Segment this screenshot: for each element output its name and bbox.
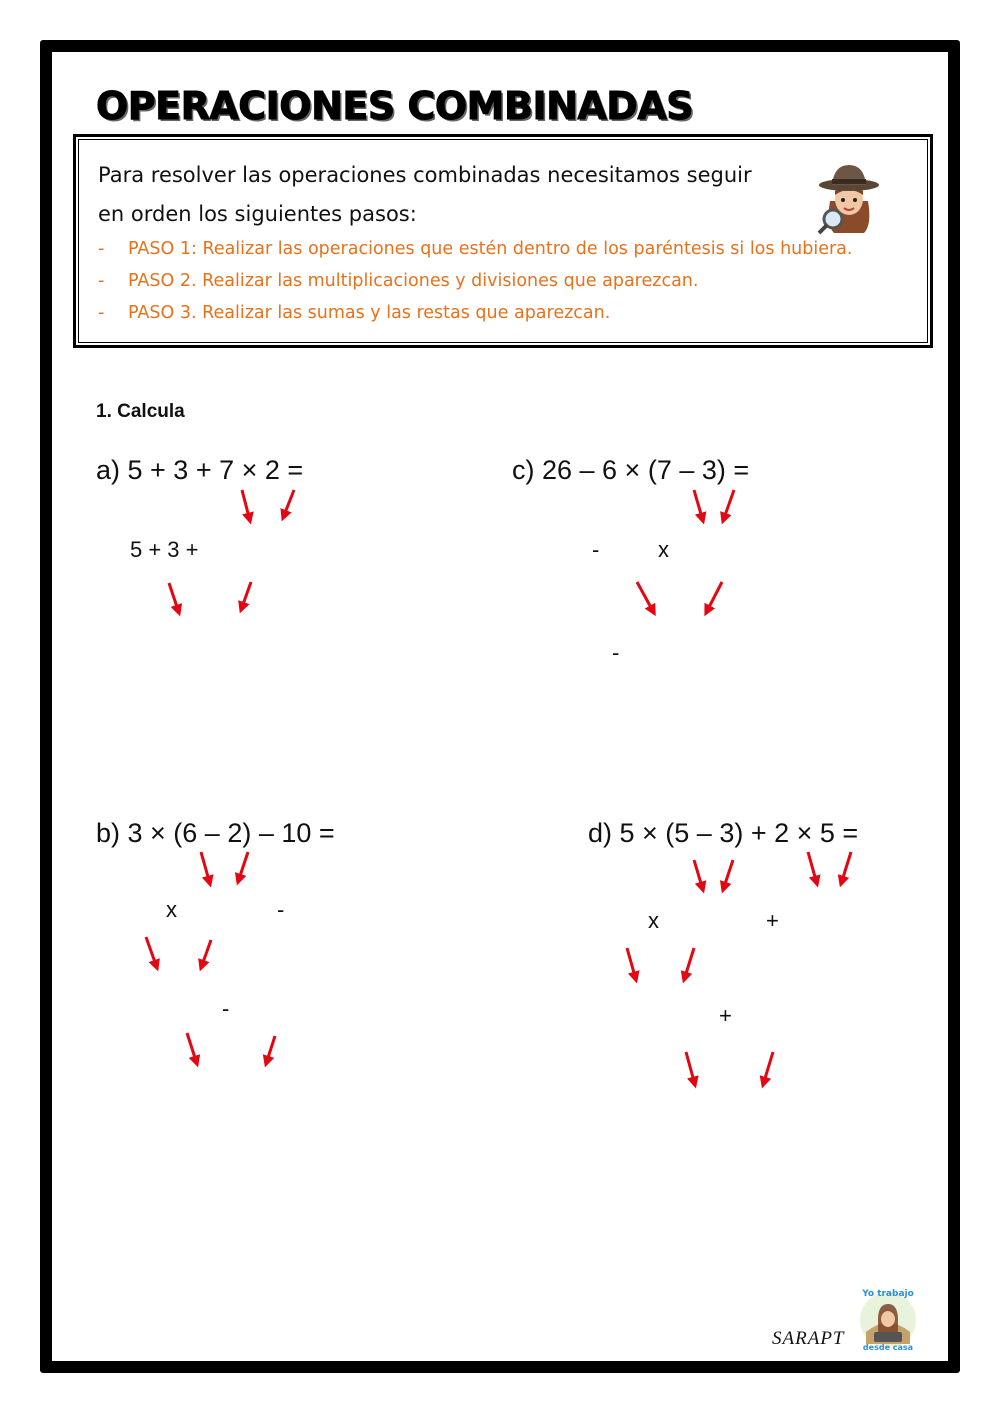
step-3 <box>98 303 610 323</box>
author-signature: SARAPT <box>772 1328 845 1349</box>
yo-trabajo-desde-casa-badge <box>856 1284 920 1352</box>
exercise-c-step-1-times: x <box>658 537 669 562</box>
exercise-a-step-1: 5 + 3 + <box>130 537 199 562</box>
exercise-d-step-2-plus: + <box>719 1003 732 1028</box>
step-2-dash: - <box>98 271 105 291</box>
exercise-d-step-1-times: x <box>648 908 659 933</box>
step-2 <box>98 271 698 291</box>
exercise-c-step-1-minus: - <box>592 537 600 562</box>
exercise-b-step-1-minus: - <box>277 897 285 922</box>
section-heading: 1. Calcula <box>96 401 185 422</box>
instructions-box <box>73 134 933 348</box>
step-1 <box>98 239 852 259</box>
exercise-d-step-1-plus: + <box>766 908 779 933</box>
step-1-text: PASO 1: Realizar las operaciones que estén dentro de los paréntesis si los hubiera. <box>128 239 853 259</box>
badge-text-top: Yo trabajo <box>862 1289 914 1299</box>
step-3-text: PASO 3. Realizar las sumas y las restas que aparezcan. <box>128 303 611 323</box>
badge-text-bottom: desde casa <box>862 1343 914 1352</box>
exercise-b-step-1-times: x <box>166 897 177 922</box>
step-2-text: PASO 2. Realizar las multiplicaciones y divisiones que aparezcan. <box>128 271 699 291</box>
intro-line-2: en orden los siguientes pasos: <box>98 202 417 226</box>
exercise-d-expression: d) 5 × (5 – 3) + 2 × 5 = <box>588 818 859 848</box>
exercise-c-expression: c) 26 – 6 × (7 – 3) = <box>512 455 750 485</box>
exercise-a-expression: a) 5 + 3 + 7 × 2 = <box>96 455 304 485</box>
intro-line-1: Para resolver las operaciones combinadas necesitamos seguir <box>98 163 752 187</box>
exercise-b-step-2-minus: - <box>222 996 230 1021</box>
exercise-c-step-2-minus: - <box>612 640 620 665</box>
step-1-dash: - <box>98 239 105 259</box>
detective-avatar-icon <box>816 161 882 235</box>
exercise-b-expression: b) 3 × (6 – 2) – 10 = <box>96 818 335 848</box>
step-3-dash: - <box>98 303 105 323</box>
page-title: OPERACIONES COMBINADAS <box>96 84 694 128</box>
